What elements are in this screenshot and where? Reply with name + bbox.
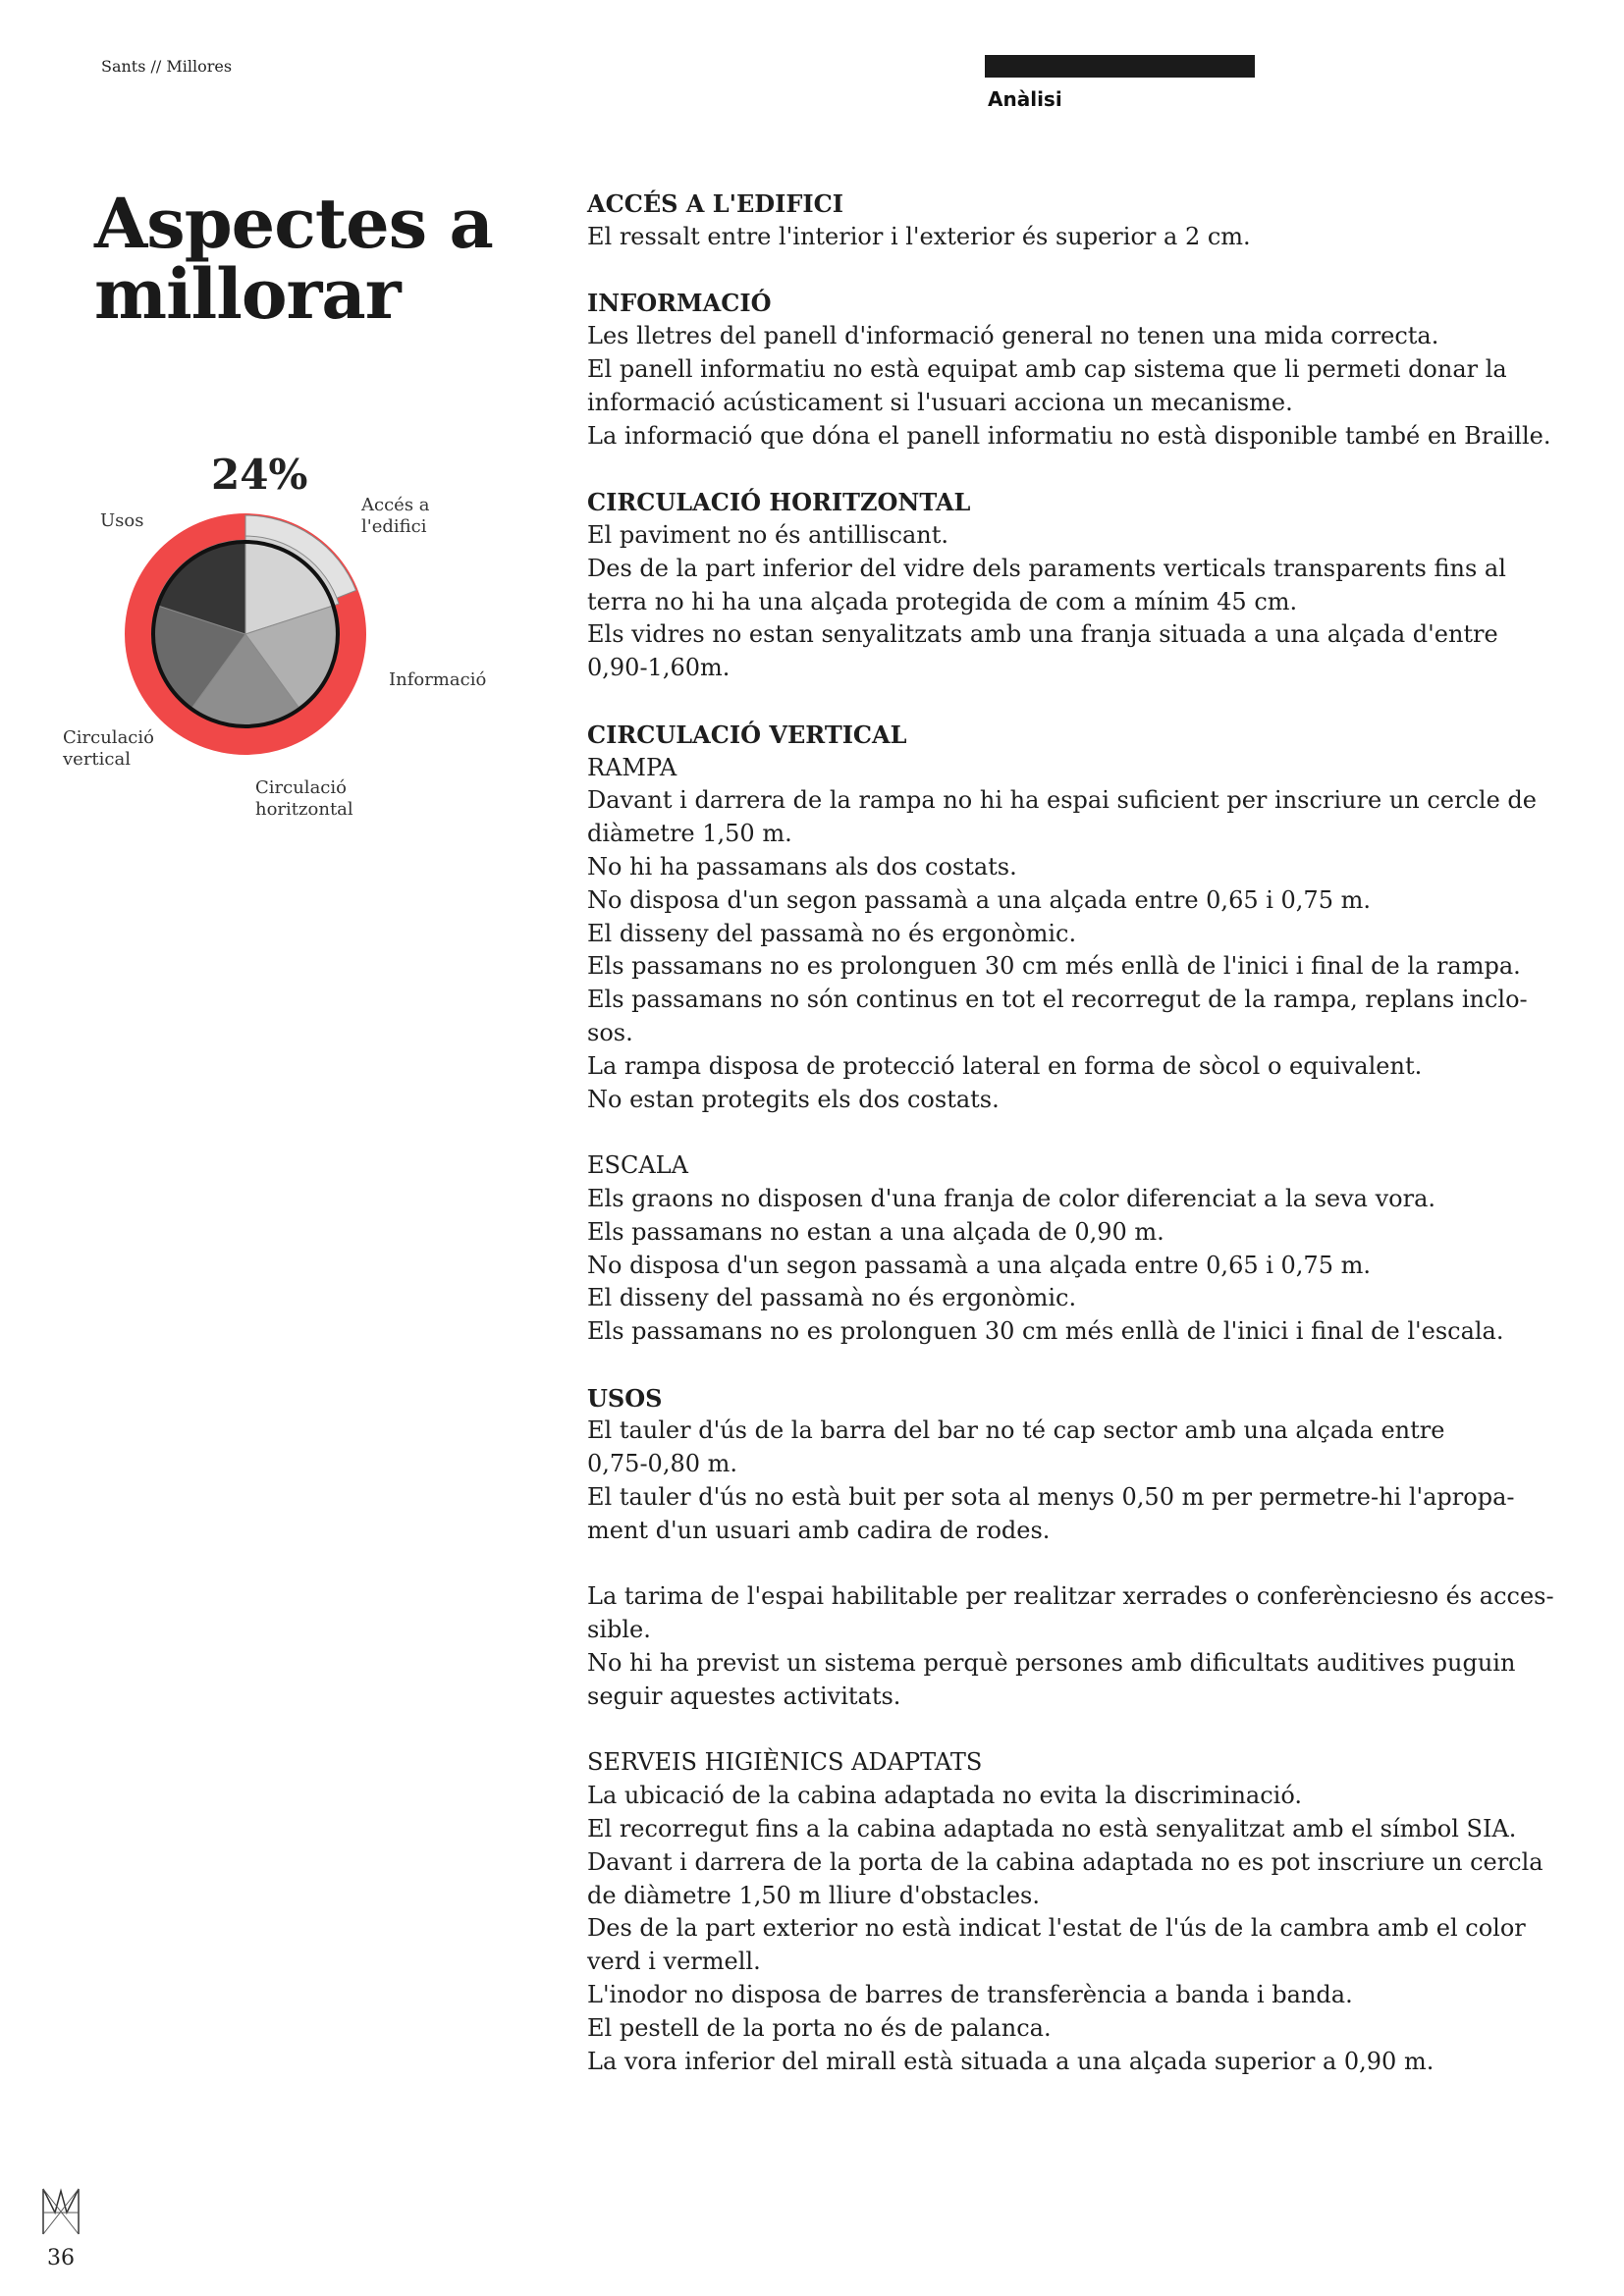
body-line: El panell informatiu no està equipat amb cap sistema que li permeti donar la	[587, 354, 1507, 383]
body-line: diàmetre 1,50 m.	[587, 820, 792, 848]
body-line: Davant i darrera de la porta de la cabina adaptada no es pot inscriure un cercla	[587, 1847, 1543, 1876]
breadcrumb: Sants // Millores	[101, 57, 233, 76]
section-heading: CIRCULACIÓ HORITZONTAL	[587, 488, 971, 517]
category-label: Circulació	[63, 727, 154, 748]
body-line: seguir aquestes activitats.	[587, 1682, 901, 1710]
body-line: informació acústicament si l'usuari acciona un mecanisme.	[587, 388, 1293, 416]
category-label: horitzontal	[255, 799, 353, 820]
section-label: Anàlisi	[988, 87, 1062, 111]
category-label: Usos	[100, 510, 144, 531]
body-line: Els passamans no són continus en tot el recorregut de la rampa, replans inclo-	[587, 986, 1528, 1014]
logo-mark-icon	[41, 2185, 81, 2240]
body-line: Els graons no disposen d'una franja de color diferenciat a la seva vora.	[587, 1184, 1436, 1212]
body-line: El disseny del passamà no és ergonòmic.	[587, 919, 1077, 947]
section-block	[587, 287, 1569, 453]
body-line: No disposa d'un segon passamà a una alçada entre 0,65 i 0,75 m.	[587, 1251, 1371, 1279]
body-line: La informació que dóna el panell informatiu no està disponible també en Braille.	[587, 421, 1551, 450]
category-label: Circulació	[255, 777, 347, 798]
body-line: ment d'un usuari amb cadira de rodes.	[587, 1516, 1051, 1544]
body-line: verd i vermell.	[587, 1948, 761, 1976]
section-block	[587, 187, 1569, 254]
category-label: l'edifici	[361, 516, 427, 537]
section-block	[587, 1746, 1569, 2078]
body-line: El tauler d'ús de la barra del bar no té cap sector amb una alçada entre	[587, 1416, 1445, 1445]
category-label: Accés a	[361, 495, 430, 515]
body-line: sos.	[587, 1018, 633, 1046]
body-line: El paviment no és antilliscant.	[587, 520, 949, 549]
section-heading: INFORMACIÓ	[587, 289, 772, 318]
body-line: Davant i darrera de la rampa no hi ha espai suficient per inscriure un cercle de	[587, 786, 1537, 815]
body-line: Els vidres no estan senyalitzats amb una franja situada a una alçada d'entre	[587, 620, 1498, 649]
body-line: No estan protegits els dos costats.	[587, 1085, 1000, 1113]
body-line: Des de la part inferior del vidre dels paraments verticals transparents fins al	[587, 554, 1506, 582]
body-line: Els passamans no estan a una alçada de 0,90 m.	[587, 1217, 1164, 1246]
section-bar	[985, 55, 1255, 78]
section-heading: USOS	[587, 1383, 663, 1413]
body-line: La ubicació de la cabina adaptada no evita la discriminació.	[587, 1782, 1302, 1810]
section-block	[587, 1149, 1569, 1349]
body-line: sible.	[587, 1616, 651, 1644]
category-label: Informació	[389, 669, 487, 690]
body-line: Els passamans no es prolonguen 30 cm més enllà de l'inici i final de l'escala.	[587, 1317, 1504, 1346]
section-block	[587, 1580, 1569, 1713]
body-line: La vora inferior del mirall està situada a una alçada superior a 0,90 m.	[587, 2047, 1435, 2075]
body-line: El pestell de la porta no és de palanca.	[587, 2013, 1052, 2042]
body-line: de diàmetre 1,50 m lliure d'obstacles.	[587, 1881, 1041, 1909]
chart-svg	[59, 452, 511, 844]
body-line: Els passamans no es prolonguen 30 cm més enllà de l'inici i final de la rampa.	[587, 952, 1521, 981]
body-line: RAMPA	[587, 753, 677, 781]
body-line: La rampa disposa de protecció lateral en forma de sòcol o equivalent.	[587, 1051, 1423, 1080]
body-line: 0,75-0,80 m.	[587, 1450, 737, 1478]
body-line: No hi ha passamans als dos costats.	[587, 852, 1017, 881]
section-heading: CIRCULACIÓ VERTICAL	[587, 720, 907, 749]
category-label: vertical	[63, 749, 131, 770]
page-title: Aspectes a millorar	[94, 183, 493, 335]
page-number: 36	[47, 2246, 75, 2270]
body-line: No disposa d'un segon passamà a una alçada entre 0,65 i 0,75 m.	[587, 885, 1371, 914]
section-heading: ESCALA	[587, 1151, 688, 1180]
section-heading: ACCÉS A L'EDIFICI	[587, 189, 843, 218]
section-block	[587, 1382, 1569, 1548]
section-block	[587, 486, 1569, 685]
body-line: No hi ha previst un sistema perquè persones amb dificultats auditives puguin	[587, 1649, 1516, 1678]
body-line: La tarima de l'espai habilitable per realitzar xerrades o conferènciesno és acces-	[587, 1582, 1554, 1611]
radial-chart	[59, 452, 511, 844]
body-line: Les lletres del panell d'informació general no tenen una mida correcta.	[587, 322, 1439, 350]
body-line: El tauler d'ús no està buit per sota al menys 0,50 m per permetre-hi l'apropa-	[587, 1483, 1515, 1512]
content-column	[587, 187, 1569, 2111]
body-line: Des de la part exterior no està indicat l'estat de l'ús de la cambra amb el color	[587, 1914, 1526, 1943]
body-line: El ressalt entre l'interior i l'exterior és superior a 2 cm.	[587, 222, 1251, 250]
body-line: El recorregut fins a la cabina adaptada no està senyalitzat amb el símbol SIA.	[587, 1815, 1517, 1843]
body-line: El disseny del passamà no és ergonòmic.	[587, 1284, 1077, 1312]
section-heading: SERVEIS HIGIÈNICS ADAPTATS	[587, 1748, 983, 1777]
body-line: terra no hi ha una alçada protegida de com a mínim 45 cm.	[587, 587, 1298, 615]
section-block	[587, 719, 1569, 1117]
body-line: L'inodor no disposa de barres de transferència a banda i banda.	[587, 1981, 1353, 2009]
body-line: 0,90-1,60m.	[587, 654, 731, 682]
chart-headline: 24%	[211, 452, 308, 499]
